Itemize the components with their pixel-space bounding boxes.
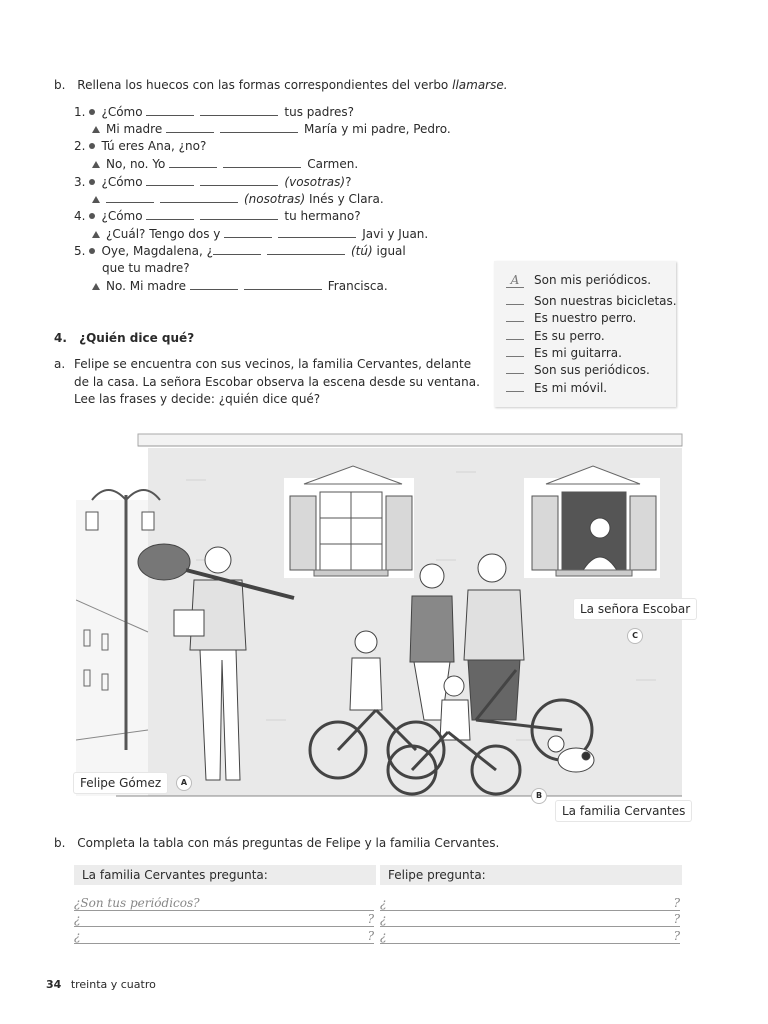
exercise-b-letter: b. — [54, 78, 66, 92]
item-text: Mi madre — [106, 122, 163, 136]
blank-field[interactable] — [146, 207, 194, 220]
blank-field[interactable] — [200, 103, 278, 116]
answer-box — [494, 261, 676, 407]
triangle-bullet-icon — [92, 231, 100, 238]
blank-field[interactable] — [224, 225, 272, 238]
row-end: ? — [673, 896, 680, 910]
table-header-felipe: Felipe pregunta: — [380, 865, 682, 885]
answer-row — [506, 342, 622, 360]
item-hint: (vosotras) — [284, 175, 346, 189]
blank-field[interactable] — [106, 190, 154, 203]
answer-text: Son sus periódicos. — [534, 363, 650, 377]
row-end: ? — [367, 912, 374, 926]
part-b-letter: b. — [54, 836, 66, 850]
section-number: 4. — [54, 331, 67, 345]
item-text: igual — [376, 244, 406, 258]
item-number: 4. — [74, 209, 86, 223]
item-text: ¿Cómo — [101, 175, 143, 189]
answer-row — [506, 307, 636, 325]
row-text: ¿ — [74, 912, 81, 926]
row-text: ¿ — [380, 896, 387, 910]
label-familia: La familia Cervantes — [556, 801, 691, 821]
section-4a-letter: a. — [54, 357, 66, 371]
table-header-familia: La familia Cervantes pregunta: — [74, 865, 376, 885]
item-4-question — [74, 207, 361, 225]
item-4-answer — [88, 225, 428, 243]
answer-field[interactable] — [506, 290, 524, 305]
answer-row — [506, 273, 651, 288]
circle-bullet-icon — [89, 143, 95, 149]
item-text: ¿Cómo — [101, 209, 143, 223]
item-text: María y mi padre, Pedro. — [304, 122, 451, 136]
mark-c: C — [627, 628, 643, 644]
item-text: Francisca. — [327, 279, 388, 293]
item-1-answer — [88, 120, 451, 138]
row-end: ? — [673, 912, 680, 926]
building-cornice — [138, 434, 682, 446]
answer-field[interactable] — [506, 307, 524, 322]
exercise-b-instruction: Rellena los huecos con las formas correspondientes del verbo — [77, 78, 449, 92]
section-4a-line-2: de la casa. La señora Escobar observa la escena desde su ventana. — [74, 375, 480, 389]
item-text: Tú eres Ana, ¿no? — [101, 139, 207, 153]
answer-field[interactable]: A — [506, 273, 524, 288]
item-text: ¿Cómo — [101, 105, 143, 119]
answer-row — [506, 359, 650, 377]
answer-field[interactable] — [506, 325, 524, 340]
item-number: 2. — [74, 139, 86, 153]
item-3-question — [74, 173, 351, 191]
answer-text: Es nuestro perro. — [534, 311, 637, 325]
blank-field[interactable] — [160, 190, 238, 203]
item-5-answer — [88, 277, 388, 295]
section-title: ¿Quién dice qué? — [79, 331, 195, 345]
answer-field[interactable] — [506, 377, 524, 392]
blank-field[interactable] — [220, 120, 298, 133]
item-text: Inés y Clara. — [308, 192, 384, 206]
blank-field[interactable] — [200, 207, 278, 220]
answer-text: Son nuestras bicicletas. — [534, 294, 677, 308]
item-2-answer — [88, 155, 358, 173]
answer-row — [506, 290, 677, 308]
row-end: ? — [673, 929, 680, 943]
window-right — [524, 466, 660, 578]
item-3-answer — [88, 190, 384, 208]
item-text: Carmen. — [307, 157, 359, 171]
item-number: 3. — [74, 175, 86, 189]
blank-field[interactable] — [166, 120, 214, 133]
row-text: ¿ — [380, 912, 387, 926]
item-2-question — [74, 138, 206, 155]
item-hint: (tú) — [350, 244, 373, 258]
item-5-question-line2: que tu madre? — [102, 261, 190, 275]
triangle-bullet-icon — [92, 283, 100, 290]
table-row-felipe-1[interactable] — [380, 896, 680, 911]
table-row-familia-2[interactable] — [74, 912, 374, 927]
street-scene-illustration — [76, 420, 686, 820]
blank-field[interactable] — [244, 277, 322, 290]
item-number: 1. — [74, 105, 86, 119]
item-5-question — [74, 242, 406, 260]
blank-field[interactable] — [146, 103, 194, 116]
item-text: ¿Cuál? Tengo dos y — [106, 227, 221, 241]
section-4a-line-1: Felipe se encuentra con sus vecinos, la familia Cervantes, delante — [74, 357, 472, 371]
label-felipe: Felipe Gómez — [74, 773, 167, 793]
item-number: 5. — [74, 244, 86, 258]
page-footer — [46, 976, 156, 993]
row-text: ¿ — [74, 929, 81, 943]
table-row-familia-3[interactable] — [74, 929, 374, 944]
item-hint: (nosotras) — [244, 192, 306, 206]
section-4a-line-3: Lee las frases y decide: ¿quién dice qué? — [74, 392, 321, 406]
item-text: No. Mi madre — [106, 279, 186, 293]
item-text: Oye, Magdalena, ¿ — [101, 244, 213, 258]
circle-bullet-icon — [89, 179, 95, 185]
blank-field[interactable] — [278, 225, 356, 238]
page-number-words: treinta y cuatro — [70, 978, 156, 991]
label-escobar: La señora Escobar — [574, 599, 696, 619]
mark-b: B — [531, 788, 547, 804]
mark-a: A — [176, 775, 192, 791]
answer-text: Es su perro. — [534, 329, 605, 343]
triangle-bullet-icon — [92, 196, 100, 203]
triangle-bullet-icon — [92, 161, 100, 168]
answer-text: Son mis periódicos. — [534, 273, 652, 287]
row-text: ¿Son tus periódicos? — [74, 896, 200, 910]
row-end: ? — [367, 929, 374, 943]
triangle-bullet-icon — [92, 126, 100, 133]
item-text: tus padres? — [284, 105, 355, 119]
table-row-felipe-2[interactable] — [380, 912, 680, 927]
item-text: Javi y Juan. — [362, 227, 429, 241]
blank-field[interactable] — [213, 242, 261, 255]
exercise-b-heading — [54, 77, 508, 94]
circle-bullet-icon — [89, 109, 95, 115]
answer-field[interactable] — [506, 342, 524, 357]
blank-field[interactable] — [190, 277, 238, 290]
blank-field[interactable] — [169, 155, 217, 168]
circle-bullet-icon — [89, 248, 95, 254]
row-text: ¿ — [380, 929, 387, 943]
page-number: 34 — [46, 978, 62, 991]
item-text: ? — [345, 175, 352, 189]
item-text: tu hermano? — [284, 209, 361, 223]
blank-field[interactable] — [146, 173, 194, 186]
answer-text: Es mi guitarra. — [534, 346, 622, 360]
answer-row — [506, 377, 607, 395]
side-street — [76, 500, 148, 796]
table-row-familia-1[interactable] — [74, 896, 374, 911]
answer-text: Es mi móvil. — [534, 381, 608, 395]
blank-field[interactable] — [223, 155, 301, 168]
circle-bullet-icon — [89, 213, 95, 219]
blank-field[interactable] — [267, 242, 345, 255]
blank-field[interactable] — [200, 173, 278, 186]
part-b-heading — [54, 835, 499, 852]
table-row-felipe-3[interactable] — [380, 929, 680, 944]
answer-row — [506, 325, 605, 343]
exercise-b-verb: llamarse. — [452, 78, 508, 92]
part-b-instruction: Completa la tabla con más preguntas de Felipe y la familia Cervantes. — [77, 836, 500, 850]
section-4-heading — [54, 330, 194, 347]
item-1-question — [74, 103, 354, 121]
window-left — [284, 466, 414, 578]
answer-field[interactable] — [506, 359, 524, 374]
item-text: No, no. Yo — [106, 157, 166, 171]
